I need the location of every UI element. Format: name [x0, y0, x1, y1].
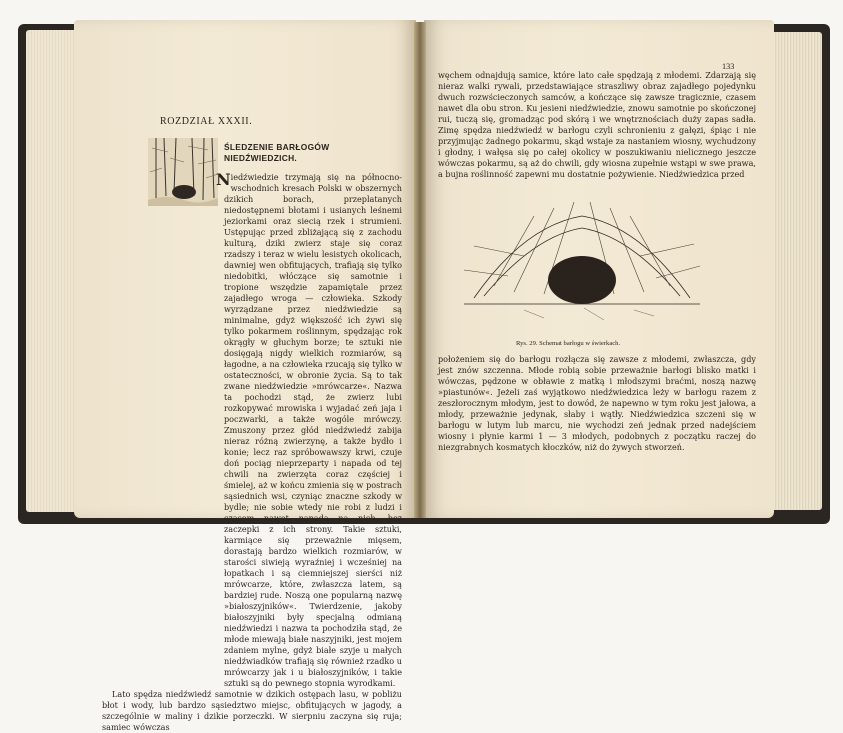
right-paragraph-2: położeniem się do barłogu rozłącza się zawsze z młodemi, zwłaszcza, gdy jest znów szczenna. Młode robią sobie przeważnie barłogi blisko matki i wówczas, pędzone w obławie z matką i młodszymi braćmi, noszą nazwę »piastunów«. Jeżeli zaś wyjątkowo niedźwiedzica leży w barłogu razem z zeszłorocznym młodym, jest to dowód, że napewno w tym roku jest jałowa, a młody, przeważnie jedynak, słaby i wątły. Niedźwiedzica szczeni się w barłogu w lutym lub marcu, nie wychodzi zeń jednak przed nadejściem wiosny i płynie karmi 1 — 3 młodych, podobnych z początku raczej do niezgrabnych kosmatych kłoczków, niż do żywych stworzeń.	[438, 354, 756, 452]
right-paragraph-1: węchem odnajdują samice, które lato całe spędzają z młodemi. Zdarzają się nieraz walki rywali, przedstawiające straszliwy obraz zajadłego pojedynku dwuch rozwścieczonych samców, a kończące się zawsze tragicznie, czasem nawet dla obu stron. Ku jesieni niedźwiedzie, znowu samotnie po skończonej rui, tuczą się, gromadząc pod skórą i we wnętrznościach duży zapas sadła. Zimę spędza niedźwiedź w barłogu czyli schronieniu z gałęzi, śpiąc i nie przyjmując żadnego pokarmu, skąd wstaje za nastaniem wiosny, wychudzony i głodny, i wałęsa się po całej okolicy w poszukiwaniu nielicznego jeszcze wówczas pokarmu, są aż do chwili, gdy wiosna zupełnie wstąpi w swe prawa, a bujna roślinność zapewni mu dostatnie pożywienie. Niedźwiedzica przed	[438, 70, 756, 179]
chapter-title: ROZDZIAŁ XXXII.	[160, 116, 253, 127]
left-page	[74, 20, 416, 732]
drop-cap: N	[216, 170, 231, 189]
left-text-block	[102, 172, 402, 733]
figure-svg	[464, 186, 700, 326]
right-text-bottom	[438, 354, 756, 453]
left-paragraph-2: Lato spędza niedźwiedź samotnie w dzikich ostępach lasu, w pobliżu błot i wody, lub bardzo sąsiedztwo miejsc, obfitujących w jagody, a szczególnie w maliny i dzikie porzeczki. W sierpniu zaczyna się ruja; samiec wówczas	[102, 689, 402, 732]
section-heading: ŚLEDZENIE BARŁOGÓW NIEDŹWIEDZICH.	[224, 142, 330, 163]
book-gutter	[414, 22, 426, 518]
right-text-top	[438, 70, 756, 180]
paragraph-text: iedźwiedzie trzymają się na północno-wschodnich kresach Polski w obszernych dzikich borach, przeplatanych niedostępnemi błotami i usianych leśnemi jeziorkami oraz siecią rzek i strumieni. Ustępując przed zbliżającą się z zachodu kulturą, dziki zwierz staje się coraz rzadszy i teraz w wielu lesistych okolicach, dawniej wen obfitujących, trafiają się tylko niedobitki, włóczące się samotnie i tropione wszędzie zapamiętale przez zajadłego wroga — człowieka. Szkody wyrządzane przez niedźwiedzie są minimalne, gdyż większość ich żywi się tylko pokarmem roślinnym, spędzając rok okrągły w głuchym borze; te sztuki nie dosięgają nigdy wielkich rozmiarów, są łagodne, a na człowieka rzucają się tylko w ostateczności, w obronie życia. Są to tak zwane niedźwiedzie »mrówcarze«. Nazwa ta pochodzi stąd, że zwierz lubi rozkopywać mrowiska i wyjadać zeń jaja i poczwarki, a także wogóle mrówczy. Zmuszony przez głód niedźwiedź zabija nieraz różną zwierzynę, a także bydło i konie; lecz raz spróbowawszy krwi, czuje doń pociąg nieprzeparty i napada od tej chwili na zwierzęta coraz częściej i śmielej, aż w końcu zmienia się w postrach sąsiednich wsi, czyniąc znaczne szkody w bydle; nie sobie wtedy nie robi z ludzi i czasem nawet napada na nich, bez zaczepki z ich strony. Takie sztuki, karmiące się przeważnie mięsem, dorastają bardzo wielkich rozmiarów, w starości siwieją wyraźniej i wcześniej na łopatkach i są ciemniejszej sierści niż mrówcarze, które, zwłaszcza latem, są bardziej rude. Noszą one popularną nazwę »białoszyjników«. Twierdzenie, jakoby białoszyjniki były specjalną odmianą niedźwiedzi i nazwa ta pochodziła stąd, że młode miewają białe naszyjniki, jest mojem zdaniem mylne, gdyż białe szyje u małych niedźwiadków trafiają się również rzadko u mrówcarzy jak i u białoszyjników, i takie sztuki są do pewnego stopnia wyrodkami.	[224, 172, 402, 688]
left-paragraph-1	[102, 172, 402, 689]
right-page	[424, 20, 774, 518]
den-of-branches-engraving	[464, 186, 700, 326]
page-number: 133	[722, 62, 735, 71]
figure-caption: Rys. 29. Schemat barłogu w świerkach.	[516, 340, 621, 347]
